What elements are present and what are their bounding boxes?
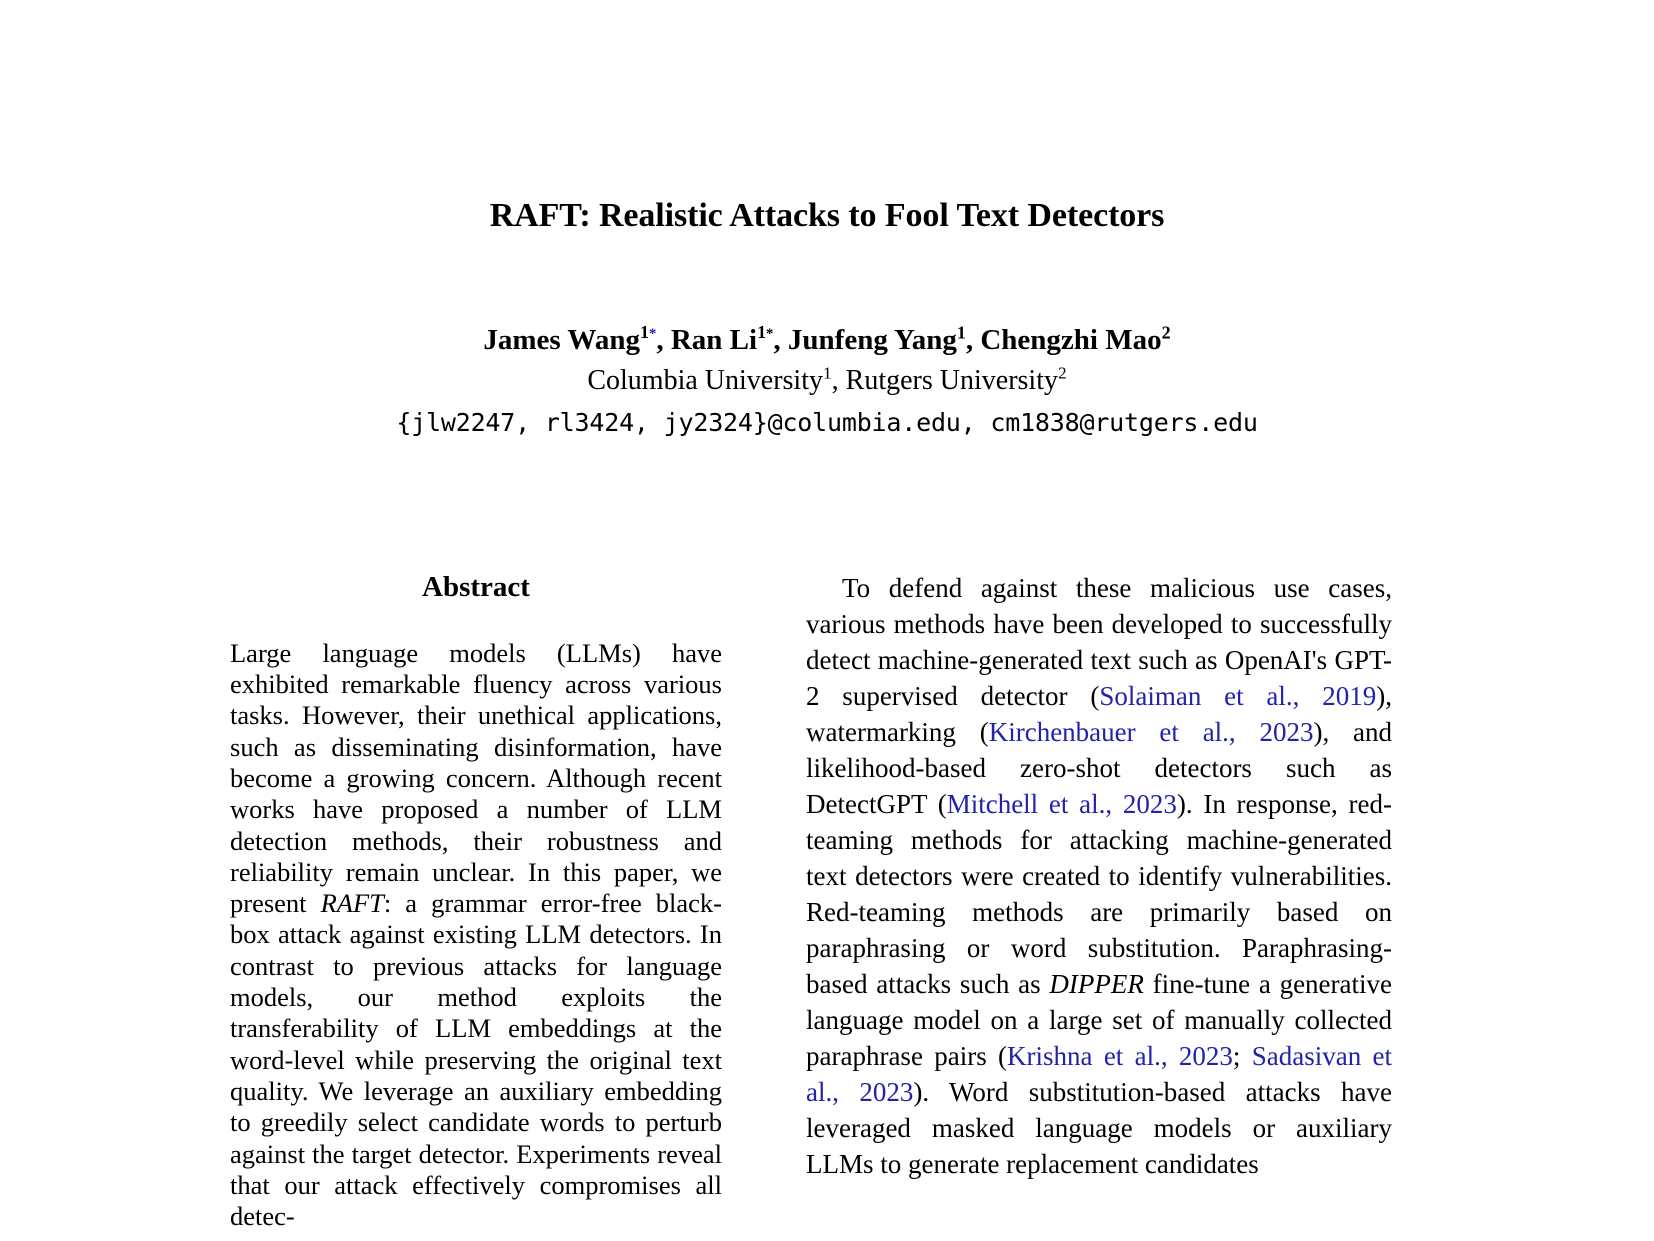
column-right	[806, 570, 1392, 1241]
author-affil-number-1: 1	[639, 322, 649, 343]
abstract-italic-raft: RAFT	[320, 888, 384, 919]
intro-text-part-5: fine-tune a generative language model on a large set of manually collected paraphrase pairs (	[806, 969, 1392, 1071]
body-columns	[0, 570, 1654, 1241]
page-title: RAFT: Realistic Attacks to Fool Text Detectors	[489, 197, 1165, 234]
author-sep-2: ,	[773, 324, 788, 356]
intro-text-part-4: ). In response, red-teaming methods for attacking machine-generated text detectors were created to identify vulnerabilities. Red-teaming methods are primarily based on paraphrasing or word substitution. Paraphrasing-based attacks such as	[806, 789, 1392, 999]
author-sep-1: ,	[656, 324, 671, 356]
author-name-1: James Wang	[483, 324, 640, 356]
citation-link-solaiman[interactable]: Solaiman et al., 2019	[1099, 681, 1377, 711]
author-sep-3: ,	[965, 324, 981, 356]
author-block	[0, 322, 1654, 439]
author-equal-contrib-1: *	[648, 326, 657, 343]
citation-link-krishna[interactable]: Krishna et al., 2023	[1007, 1041, 1233, 1071]
abstract-text-part-1: Large language models (LLMs) have exhibited remarkable fluency across various tasks. However, their unethical applications, such as disseminating disinformation, have become a growing concern. Although recent works have proposed a number of LLM detection methods, their robustness and reliability remain unclear. In this paper, we present	[230, 637, 722, 919]
abstract-heading: Abstract	[422, 571, 530, 603]
intro-text-part-3: ), and likelihood-based zero-shot detectors such as DetectGPT (	[806, 717, 1392, 819]
author-name-4: Chengzhi Mao	[980, 324, 1162, 356]
affiliation-marker-1: 1	[822, 363, 832, 383]
intro-italic-dipper: DIPPER	[1049, 969, 1144, 999]
author-affil-marker-1	[640, 322, 656, 342]
author-names	[0, 322, 1654, 359]
author-name-2: Ran Li	[670, 324, 758, 356]
citation-link-mitchell[interactable]: Mitchell et al., 2023	[946, 789, 1177, 819]
abstract-paragraph	[230, 638, 722, 1233]
affiliation-1: Columbia University	[587, 365, 823, 397]
affiliation-sep: ,	[831, 365, 846, 397]
author-affil-marker-3: 1	[956, 322, 966, 343]
author-affil-number-2: 1	[757, 322, 767, 343]
abstract-text-part-2: : a grammar error-free black-box attack against existing LLM detectors. In contrast to previous attacks for language models, our method exploits the transferability of LLM embeddings at the word-level while preserving the original text quality. We leverage an auxiliary embedding to greedily select candidate words to perturb against the target detector. Experiments reveal that our attack effectively compromises all detec-	[230, 888, 722, 1232]
affiliation-2: Rutgers University	[845, 365, 1058, 397]
author-name-3: Junfeng Yang	[787, 324, 957, 356]
intro-text-part-1: To defend against these malicious use cases, various methods have been developed to successfully detect machine-generated text such as OpenAI's GPT-2 supervised detector (	[806, 573, 1392, 711]
intro-text-part-6: ;	[1232, 1041, 1252, 1071]
author-affil-marker-2	[757, 322, 773, 342]
author-emails: {jlw2247, rl3424, jy2324}@columbia.edu, cm1838@rutgers.edu	[396, 407, 1258, 437]
author-equal-contrib-2: *	[766, 326, 774, 343]
title-block	[0, 196, 1654, 237]
column-left	[230, 570, 722, 1241]
citation-link-sadasivan[interactable]: Sadasivan et al., 2023	[806, 1041, 1392, 1107]
introduction-paragraph	[806, 570, 1392, 1182]
intro-text-part-2: ), watermarking (	[806, 681, 1392, 747]
citation-link-kirchenbauer[interactable]: Kirchenbauer et al., 2023	[988, 717, 1314, 747]
author-affil-marker-4: 2	[1161, 322, 1171, 343]
intro-text-part-7: ). Word substitution-based attacks have leveraged masked language models or auxiliary LLMs to generate replacement candidates	[806, 1077, 1392, 1179]
affiliations	[0, 363, 1654, 399]
affiliation-marker-2: 2	[1057, 363, 1067, 383]
